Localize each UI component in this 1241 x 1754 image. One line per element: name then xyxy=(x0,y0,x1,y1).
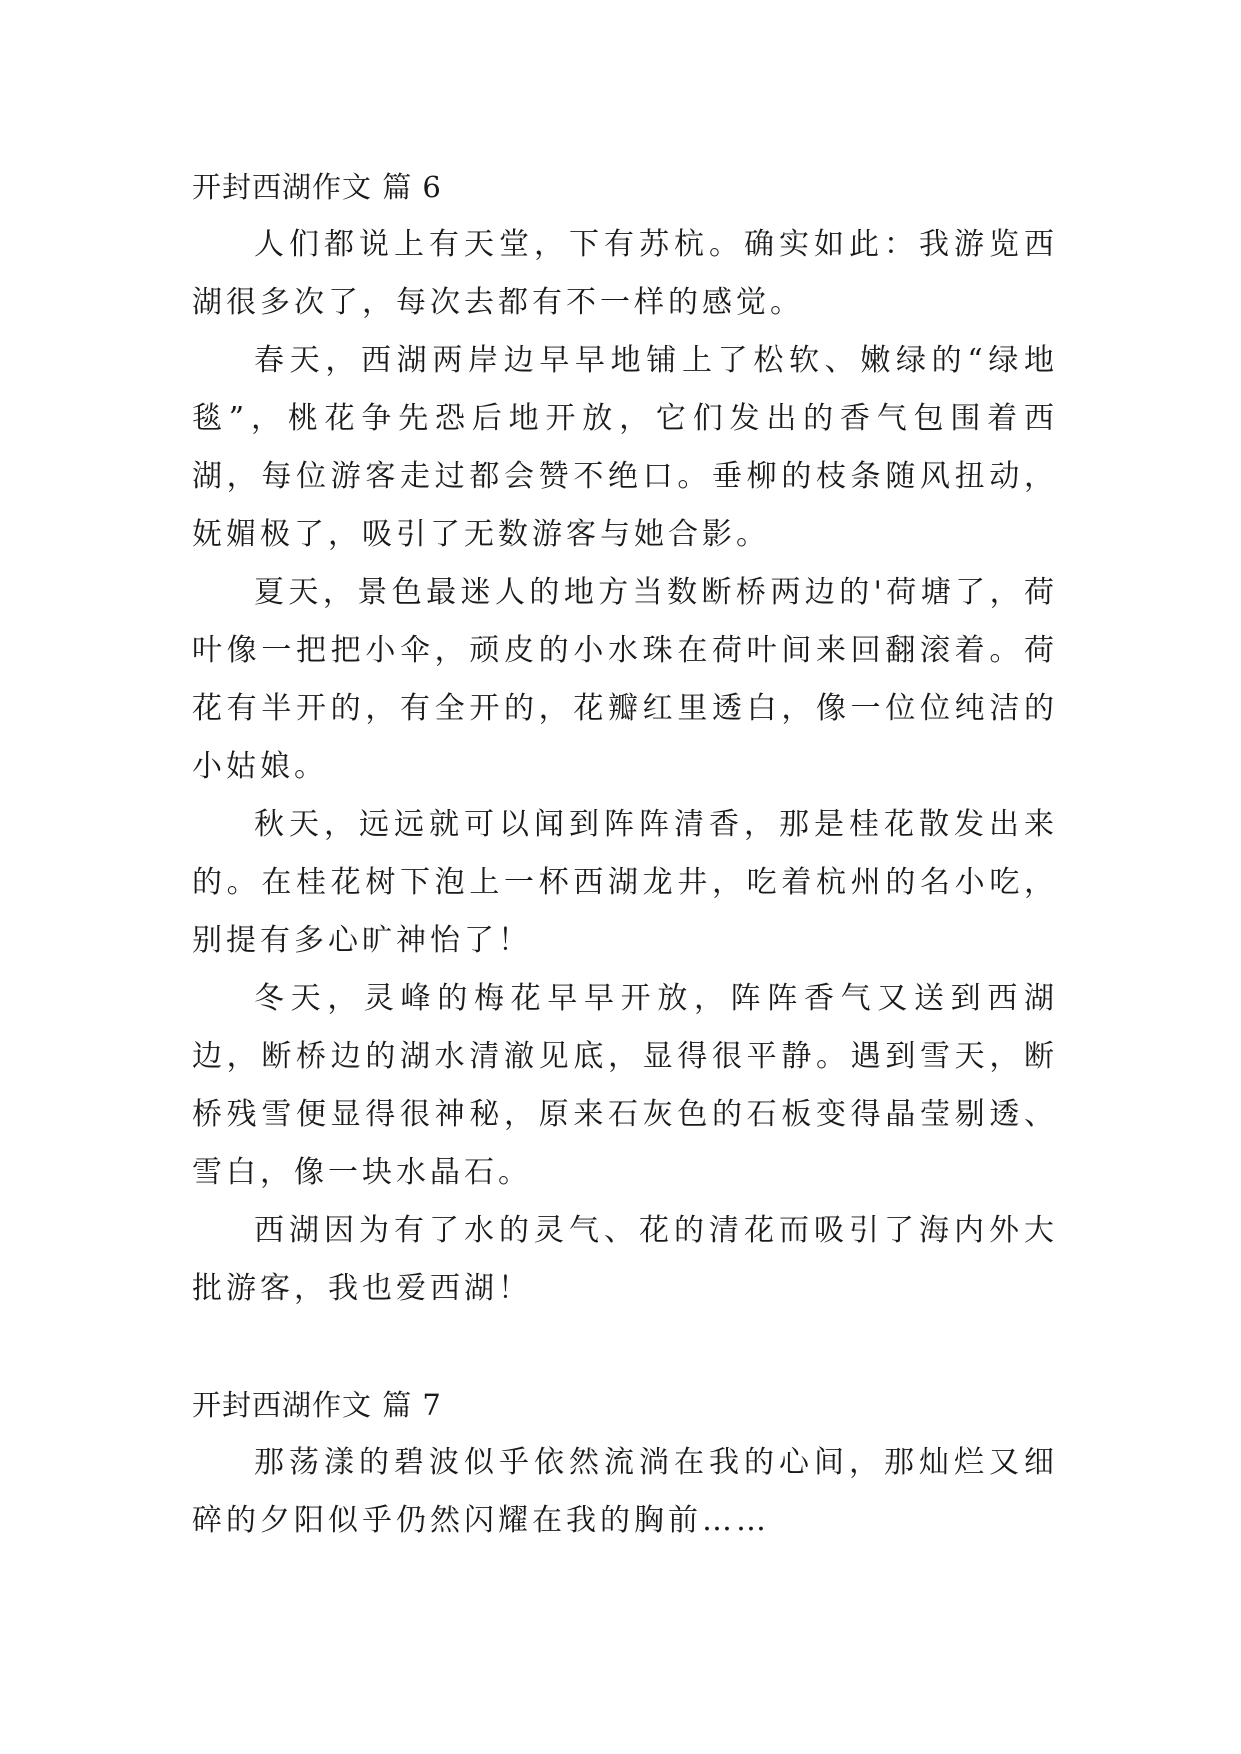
essay-section xyxy=(192,158,1058,1318)
paragraph: 秋天，远远就可以闻到阵阵清香，那是桂花散发出来的。在桂花树下泡上一杯西湖龙井，吃着杭州的名小吃，别提有多心旷神怡了！ xyxy=(192,807,1058,958)
paragraph: 春天，西湖两岸边早早地铺上了松软、嫩绿的“绿地毯”，桃花争先恐后地开放，它们发出的香气包围着西湖，每位游客走过都会赞不绝口。垂柳的枝条随风扭动，妩媚极了，吸引了无数游客与她合影。 xyxy=(192,343,1058,552)
paragraph: 人们都说上有天堂，下有苏杭。确实如此：我游览西湖很多次了，每次去都有不一样的感觉。 xyxy=(192,227,1058,320)
section-title: 开封西湖作文 篇 6 xyxy=(192,170,442,204)
section-gap xyxy=(192,1318,1058,1376)
paragraph: 冬天，灵峰的梅花早早开放，阵阵香气又送到西湖边，断桥边的湖水清澈见底，显得很平静。遇到雪天，断桥残雪便显得很神秘，原来石灰色的石板变得晶莹剔透、雪白，像一块水晶石。 xyxy=(192,981,1058,1190)
section-title: 开封西湖作文 篇 7 xyxy=(192,1388,442,1422)
document-page xyxy=(192,158,1058,1550)
essay-section xyxy=(192,1376,1058,1550)
paragraph: 西湖因为有了水的灵气、花的清花而吸引了海内外大批游客，我也爱西湖！ xyxy=(192,1213,1058,1306)
paragraph: 那荡漾的碧波似乎依然流淌在我的心间，那灿烂又细碎的夕阳似乎仍然闪耀在我的胸前…… xyxy=(192,1445,1058,1538)
paragraph: 夏天，景色最迷人的地方当数断桥两边的'荷塘了，荷叶像一把把小伞，顽皮的小水珠在荷叶间来回翻滚着。荷花有半开的，有全开的，花瓣红里透白，像一位位纯洁的小姑娘。 xyxy=(192,575,1058,784)
